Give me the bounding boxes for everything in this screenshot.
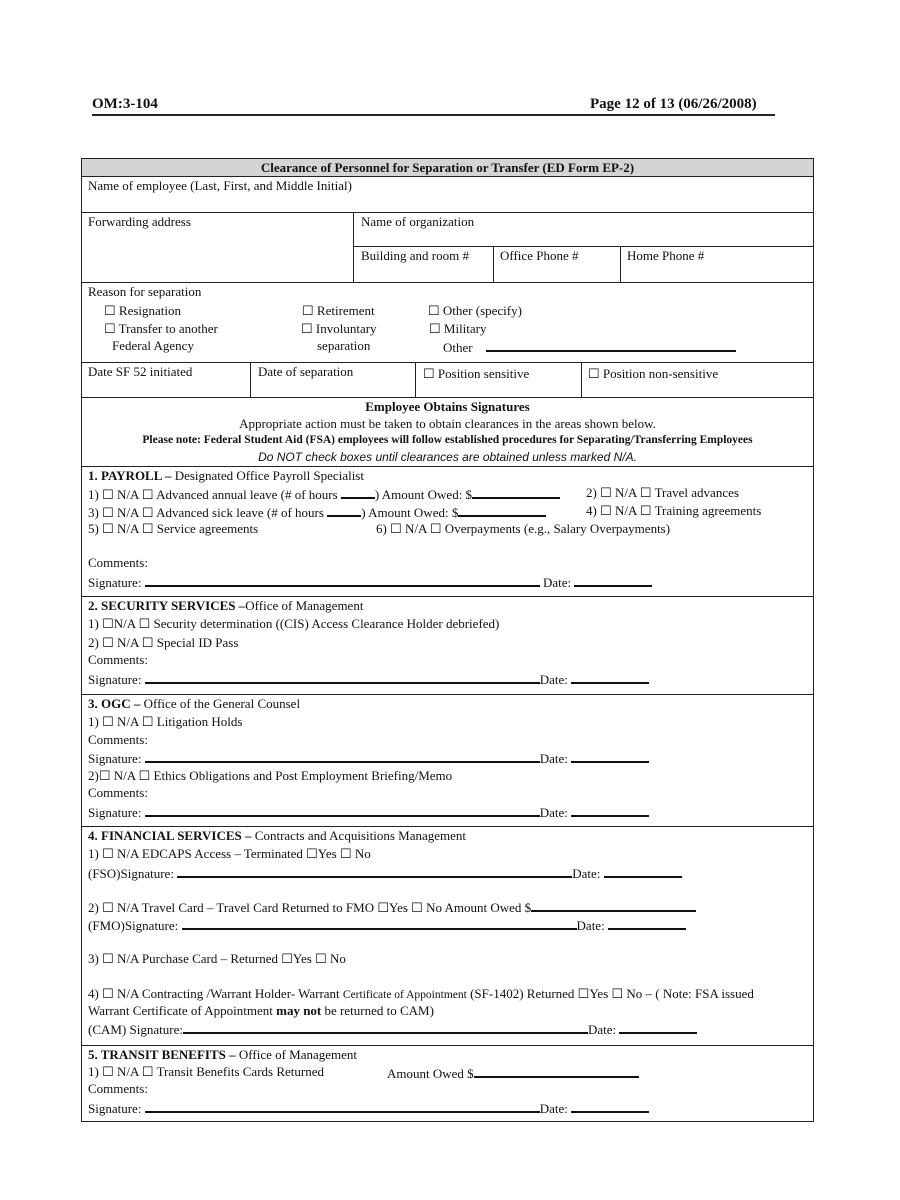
involuntary-label-2: separation xyxy=(317,338,371,353)
instructions-line-3: Do NOT check boxes until clearances are obtained unless marked N/A. xyxy=(258,450,637,464)
sick-leave-hours-field[interactable] xyxy=(327,503,361,517)
travel-card-owed-field[interactable] xyxy=(531,898,696,912)
date-sf52-label: Date SF 52 initiated xyxy=(88,364,193,379)
forwarding-address-label: Forwarding address xyxy=(88,214,191,229)
cam-signature-line: (CAM) Signature: Date: xyxy=(88,1020,697,1038)
payroll-item-4[interactable]: 4) ☐ N/A ☐ Training agreements xyxy=(586,503,762,518)
form-id: OM:3-104 xyxy=(92,96,158,112)
reason-label: Reason for separation xyxy=(88,284,202,299)
instructions-title: Employee Obtains Signatures xyxy=(365,399,530,414)
transfer-label-2: Federal Agency xyxy=(112,338,194,353)
fso-signature-line: (FSO)Signature: Date: xyxy=(88,864,682,882)
instructions-line-2: Please note: Federal Student Aid (FSA) employees will follow established procedures for Separating/Transferring Employees xyxy=(142,434,753,446)
security-signature-line: Signature: Date: xyxy=(88,670,649,688)
other-label: Other xyxy=(443,340,473,355)
ogc-heading: 3. OGC – Office of the General Counsel xyxy=(88,696,301,711)
transit-comments-label: Comments: xyxy=(88,1081,148,1096)
financial-heading: 4. FINANCIAL SERVICES – Contracts and Acquisitions Management xyxy=(88,828,466,843)
ogc-signature-line: Signature: Date: xyxy=(88,749,649,767)
payroll-heading: 1. PAYROLL – Designated Office Payroll Specialist xyxy=(88,468,364,483)
checkbox-position-sensitive[interactable]: ☐ Position sensitive xyxy=(423,366,530,381)
transit-owed-field[interactable] xyxy=(474,1064,639,1078)
form-title: Clearance of Personnel for Separation or Transfer (ED Form EP-2) xyxy=(260,160,635,175)
other-specify-field[interactable] xyxy=(486,338,736,352)
ogc-comments-label-2: Comments: xyxy=(88,785,148,800)
financial-item-4-note: Warrant Certificate of Appointment may not be returned to CAM) xyxy=(88,1003,434,1018)
checkbox-other[interactable]: ☐ Other (specify) xyxy=(428,303,522,318)
checkbox-military[interactable]: ☐ Military xyxy=(429,321,487,336)
date-separation-label: Date of separation xyxy=(258,364,354,379)
ogc-item-1[interactable]: 1) ☐ N/A ☐ Litigation Holds xyxy=(88,714,243,729)
ogc-item-2[interactable]: 2)☐ N/A ☐ Ethics Obligations and Post Employment Briefing/Memo xyxy=(88,768,453,783)
annual-owed-field[interactable] xyxy=(472,485,560,499)
checkbox-involuntary[interactable]: ☐ Involuntary xyxy=(301,321,377,336)
payroll-item-6[interactable]: 6) ☐ N/A ☐ Overpayments (e.g., Salary Overpayments) xyxy=(376,521,671,536)
payroll-comments-label: Comments: xyxy=(88,555,148,570)
home-phone-label: Home Phone # xyxy=(627,248,705,263)
payroll-item-5[interactable]: 5) ☐ N/A ☐ Service agreements xyxy=(88,521,259,536)
ogc-comments-label: Comments: xyxy=(88,732,148,747)
financial-item-4: 4) ☐ N/A Contracting /Warrant Holder- Warrant Certificate of Appointment (SF-1402) Returned ☐Yes ☐ No – ( Note: FSA issued xyxy=(88,986,754,1001)
transit-heading: 5. TRANSIT BENEFITS – Office of Management xyxy=(88,1047,358,1062)
instructions-line-1: Appropriate action must be taken to obtain clearances in the areas shown below. xyxy=(239,416,656,431)
office-phone-label: Office Phone # xyxy=(500,248,579,263)
security-heading: 2. SECURITY SERVICES –Office of Management xyxy=(88,598,364,613)
financial-item-3[interactable]: 3) ☐ N/A Purchase Card – Returned ☐Yes ☐ No xyxy=(88,951,346,966)
checkbox-retirement[interactable]: ☐ Retirement xyxy=(302,303,375,318)
checkbox-transfer[interactable]: ☐ Transfer to another xyxy=(104,321,218,336)
sick-owed-field[interactable] xyxy=(458,503,546,517)
security-item-2[interactable]: 2) ☐ N/A ☐ Special ID Pass xyxy=(88,635,239,650)
annual-leave-hours-field[interactable] xyxy=(341,485,375,499)
security-comments-label: Comments: xyxy=(88,652,148,667)
checkbox-position-nonsensitive[interactable]: ☐ Position non-sensitive xyxy=(588,366,719,381)
payroll-item-3: 3) ☐ N/A ☐ Advanced sick leave (# of hours ) Amount Owed: $ xyxy=(88,503,546,521)
payroll-item-1: 1) ☐ N/A ☐ Advanced annual leave (# of hours ) Amount Owed: $ xyxy=(88,485,560,503)
security-item-1[interactable]: 1) ☐N/A ☐ Security determination ((CIS) Access Clearance Holder debriefed) xyxy=(88,616,500,631)
header-rule xyxy=(92,114,775,116)
transit-signature-line: Signature: Date: xyxy=(88,1099,649,1117)
organization-label: Name of organization xyxy=(361,214,475,229)
checkbox-resignation[interactable]: ☐ Resignation xyxy=(104,303,182,318)
page-info: Page 12 of 13 (06/26/2008) xyxy=(590,96,757,112)
payroll-item-2[interactable]: 2) ☐ N/A ☐ Travel advances xyxy=(586,485,739,500)
financial-item-2: 2) ☐ N/A Travel Card – Travel Card Returned to FMO ☐Yes ☐ No Amount Owed $ xyxy=(88,898,696,916)
transit-item-1[interactable]: 1) ☐ N/A ☐ Transit Benefits Cards Returned xyxy=(88,1064,324,1079)
financial-item-1[interactable]: 1) ☐ N/A EDCAPS Access – Terminated ☐Yes ☐ No xyxy=(88,846,371,861)
employee-name-label: Name of employee (Last, First, and Middle Initial) xyxy=(88,178,352,193)
ogc-signature-line-2: Signature: Date: xyxy=(88,803,649,821)
transit-owed: Amount Owed $ xyxy=(387,1064,639,1082)
payroll-signature-line: Signature: Date: xyxy=(88,573,652,591)
building-room-label: Building and room # xyxy=(361,248,469,263)
fmo-signature-line: (FMO)Signature: Date: xyxy=(88,916,686,934)
